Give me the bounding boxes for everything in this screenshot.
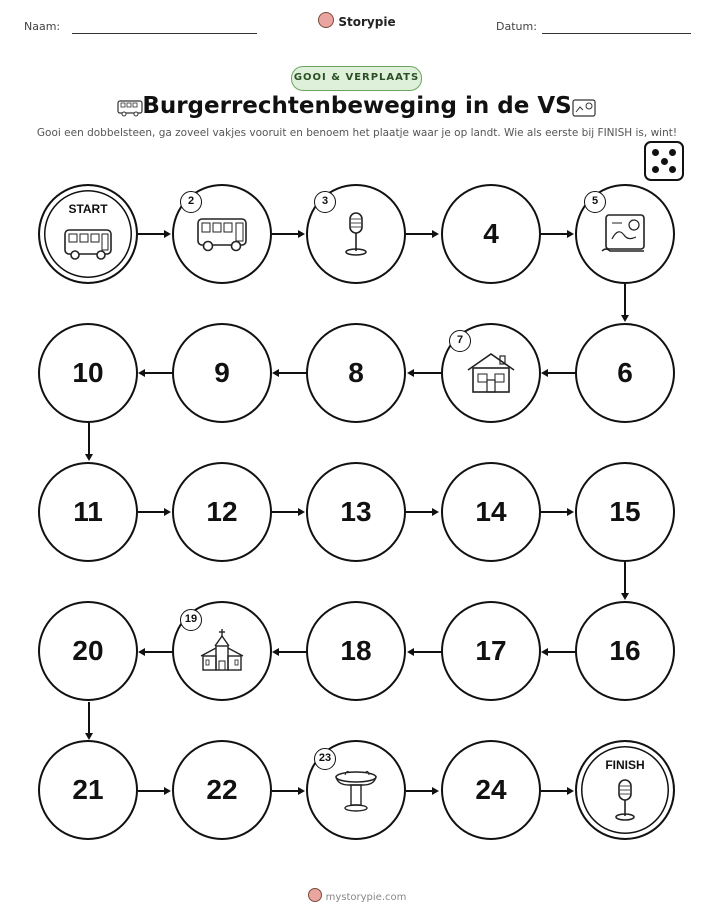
name-label: Naam: — [24, 20, 61, 33]
house-icon — [464, 350, 518, 396]
cell-11[interactable] — [38, 462, 138, 562]
cell-6[interactable] — [575, 323, 675, 423]
cell-22[interactable] — [172, 740, 272, 840]
drinking-fountain-icon — [329, 767, 383, 813]
brand — [0, 12, 714, 29]
cell-21[interactable] — [38, 740, 138, 840]
cell-14[interactable] — [441, 462, 541, 562]
cell-20[interactable] — [38, 601, 138, 701]
microphone-icon — [329, 211, 383, 257]
scroll-map-icon — [598, 211, 652, 257]
cell-number-tag: 19 — [180, 609, 202, 631]
cell-13[interactable] — [306, 462, 406, 562]
cell-15[interactable] — [575, 462, 675, 562]
name-line[interactable] — [72, 33, 257, 34]
cell-number: 15 — [609, 496, 641, 527]
finish-label: FINISH — [605, 758, 645, 772]
microphone-icon — [598, 778, 652, 824]
cell-number: 16 — [609, 635, 641, 666]
scroll-map-icon — [570, 98, 598, 118]
footer-url[interactable]: mystorypie.com — [325, 892, 407, 903]
cell-9[interactable] — [172, 323, 272, 423]
cell-number-tag: 23 — [314, 748, 336, 770]
cell-number: 11 — [73, 496, 103, 527]
cell-start[interactable] — [38, 184, 138, 284]
cell-12[interactable] — [172, 462, 272, 562]
cell-24[interactable] — [441, 740, 541, 840]
cell-17[interactable] — [441, 601, 541, 701]
cell-finish[interactable] — [575, 740, 675, 840]
cell-number: 4 — [483, 218, 499, 249]
cell-8[interactable] — [306, 323, 406, 423]
cell-number-tag: 3 — [314, 191, 336, 213]
cell-number: 17 — [475, 635, 507, 666]
cell-number: 12 — [206, 496, 238, 527]
activity-badge: GOOI & VERPLAATS — [291, 66, 422, 91]
church-icon — [195, 628, 249, 674]
cell-18[interactable] — [306, 601, 406, 701]
start-label: START — [68, 202, 108, 216]
page-title: Burgerrechtenbeweging in de VS — [142, 93, 572, 119]
cell-4[interactable] — [441, 184, 541, 284]
cell-number: 21 — [72, 774, 104, 805]
cell-number: 22 — [206, 774, 238, 805]
cell-number: 24 — [475, 774, 507, 805]
bus-icon — [195, 211, 249, 257]
die-five-icon — [644, 141, 684, 181]
cell-number: 18 — [340, 635, 372, 666]
instructions: Gooi een dobbelsteen, ga zoveel vakjes vooruit en benoem het plaatje waar je op landt. Wie als eerste bij FINISH is, wint! — [36, 127, 678, 139]
cell-number: 8 — [348, 357, 364, 388]
cell-number: 13 — [340, 496, 372, 527]
cell-16[interactable] — [575, 601, 675, 701]
cell-number-tag: 2 — [180, 191, 202, 213]
date-line[interactable] — [542, 33, 691, 34]
cell-number: 6 — [617, 357, 633, 388]
cell-10[interactable] — [38, 323, 138, 423]
cell-number: 14 — [475, 496, 507, 527]
footer — [0, 888, 714, 903]
cell-number: 20 — [72, 635, 104, 666]
cell-number: 10 — [72, 357, 104, 388]
cell-number-tag: 5 — [584, 191, 606, 213]
bus-icon — [61, 222, 115, 268]
cell-number-tag: 7 — [449, 330, 471, 352]
brand-name: Storypie — [338, 15, 396, 29]
storypie-logo-icon — [318, 12, 334, 28]
storypie-logo-icon — [308, 888, 322, 902]
cell-number: 9 — [214, 357, 230, 388]
date-label: Datum: — [496, 20, 537, 33]
